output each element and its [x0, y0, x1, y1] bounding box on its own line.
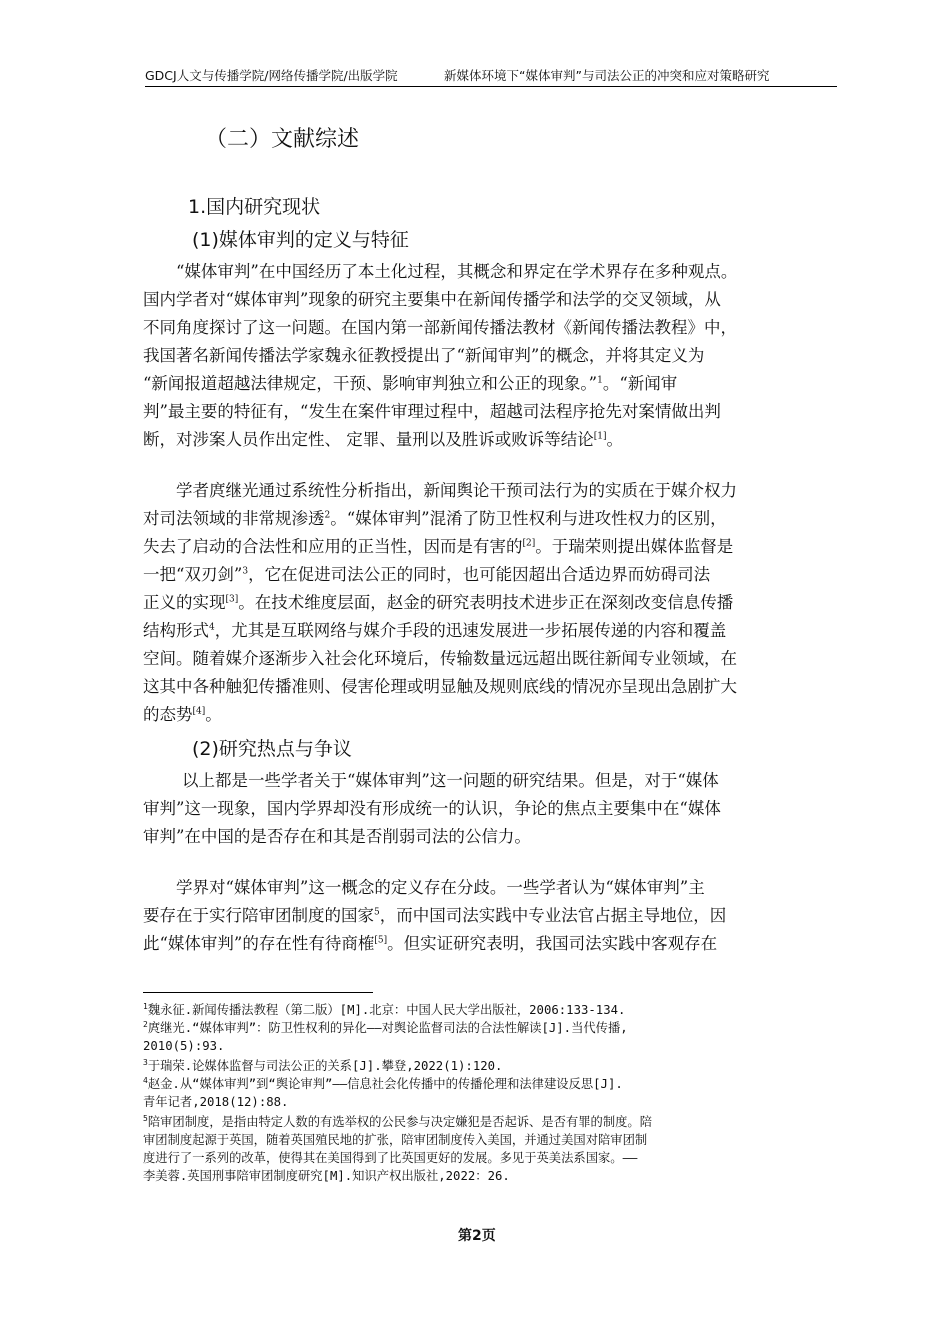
- citation-ref[interactable]: [3]: [225, 594, 239, 605]
- footnote-3: $^3$于瑞荣.论媒体监督与司法公正的关系[J].攀登,2022(1):120.: [143, 1057, 503, 1073]
- body-line: 的态势[4]。: [143, 705, 222, 724]
- body-line: “媒体审判”在中国经历了本土化过程，其概念和界定在学术界存在多种观点。: [176, 262, 738, 281]
- running-header: [145, 68, 837, 87]
- body-line: 正义的实现[3]。在技术维度层面，赵金的研究表明技术进步正在深刻改变信息传播: [143, 593, 734, 612]
- body-line: 我国著名新闻传播法学家魏永征教授提出了“新闻审判”的概念，并将其定义为: [143, 346, 705, 365]
- body-line: 空间。随着媒介逐渐步入社会化环境后，传输数量远远超出既往新闻专业领域，在: [143, 649, 737, 668]
- body-line: 学者庹继光通过系统性分析指出，新闻舆论干预司法行为的实质在于媒介权力: [176, 481, 737, 500]
- subsubsection-heading-1: (1)媒体审判的定义与特征: [192, 229, 409, 251]
- footnote-ref[interactable]: 1: [597, 375, 603, 386]
- body-line: 断，对涉案人员作出定性、 定罪、量刑以及胜诉或败诉等结论[1]。: [143, 430, 623, 449]
- footnote-5-cont: 度进行了一系列的改革，使得其在美国得到了比英国更好的发展。多见于英美法系国家。——: [143, 1151, 638, 1165]
- footnote-separator: [143, 992, 373, 993]
- footnote-ref[interactable]: 3: [242, 566, 249, 577]
- footnote-5: $^5$陪审团制度，是指由特定人数的有选举权的公民参与决定嫌犯是否起诉、是否有罪的制度。陪: [143, 1113, 653, 1129]
- section-title: （二）文献综述: [205, 127, 360, 152]
- header-paper-title: 新媒体环境下“媒体审判”与司法公正的冲突和应对策略研究: [444, 68, 770, 83]
- body-line: 对司法领域的非常规渗透$^2$。“媒体审判”混淆了防卫性权利与进攻性权力的区别，: [143, 509, 727, 528]
- citation-ref[interactable]: [5]: [374, 935, 388, 946]
- body-line: 一把“双刃剑”$^3$，它在促进司法公正的同时，也可能因超出合适边界而妨碍司法: [143, 565, 711, 584]
- body-line: 判”最主要的特征有，“发生在案件审理过程中，超越司法程序抢先对案情做出判: [143, 402, 721, 421]
- body-line: 审判”在中国的是否存在和其是否削弱司法的公信力。: [143, 827, 531, 846]
- footnote-5-cont: 李美蓉.英国刑事陪审团制度研究[M].知识产权出版社,2022：26.: [143, 1169, 510, 1183]
- body-line: 结构形式$^4$，尤其是互联网络与媒介手段的迅速发展进一步拓展传递的内容和覆盖: [143, 621, 727, 640]
- body-line: 以上都是一些学者关于“媒体审判”这一问题的研究结果。但是，对于“媒体: [182, 771, 719, 790]
- header-institution: GDCJ人文与传播学院/网络传播学院/出版学院: [145, 68, 398, 83]
- footnote-2: $^2$庹继光.“媒体审判”：防卫性权利的异化——对舆论监督司法的合法性解读[J].当代传播,: [143, 1019, 628, 1035]
- body-line: 要存在于实行陪审团制度的国家$^5$，而中国司法实践中专业法官占据主导地位，因: [143, 906, 727, 925]
- body-line: 这其中各种触犯传播准则、侵害伦理或明显触及规则底线的情况亦呈现出急剧扩大: [143, 677, 737, 696]
- body-line: 学界对“媒体审判”这一概念的定义存在分歧。一些学者认为“媒体审判”主: [176, 878, 705, 897]
- body-line: 失去了启动的合法性和应用的正当性，因而是有害的[2]。于瑞荣则提出媒体监督是: [143, 537, 734, 556]
- citation-ref[interactable]: [4]: [192, 706, 206, 717]
- footnote-ref[interactable]: 4: [209, 622, 215, 633]
- body-line: 审判”这一现象，国内学界却没有形成统一的认识，争论的焦点主要集中在“媒体: [143, 799, 721, 818]
- footnote-4-cont: 青年记者,2018(12):88.: [143, 1095, 289, 1109]
- citation-ref[interactable]: [2]: [522, 538, 536, 549]
- footnote-ref[interactable]: 5: [374, 907, 380, 918]
- footnote-1: $^1$魏永征.新闻传播法教程（第二版）[M].北京：中国人民大学出版社，2006:133-134.: [143, 1001, 626, 1017]
- citation-ref[interactable]: [1]: [593, 431, 607, 442]
- subsection-heading: 1.国内研究现状: [188, 196, 321, 218]
- page-number: 第2页: [458, 1228, 496, 1244]
- footnote-5-cont: 审团制度起源于英国，随着英国殖民地的扩张，陪审团制度传入美国，并通过美国对陪审团制: [143, 1133, 648, 1147]
- body-line: 此“媒体审判”的存在性有待商榷[5]。但实证研究表明，我国司法实践中客观存在: [143, 934, 718, 953]
- body-line: “新闻报道超越法律规定，干预、影响审判独立和公正的现象。”$^1$。“新闻审: [143, 374, 678, 393]
- body-line: 不同角度探讨了这一问题。在国内第一部新闻传播法教材《新闻传播法教程》中，: [143, 318, 737, 337]
- subsubsection-heading-2: (2)研究热点与争议: [192, 738, 352, 760]
- footnote-4: $^4$赵金.从“媒体审判”到“舆论审判”——信息社会化传播中的传播伦理和法律建设反思[J].: [143, 1075, 623, 1091]
- footnote-2-cont: 2010(5):93.: [143, 1039, 225, 1053]
- footnote-ref[interactable]: 2: [324, 510, 331, 521]
- body-line: 国内学者对“媒体审判”现象的研究主要集中在新闻传播学和法学的交叉领域，从: [143, 290, 721, 309]
